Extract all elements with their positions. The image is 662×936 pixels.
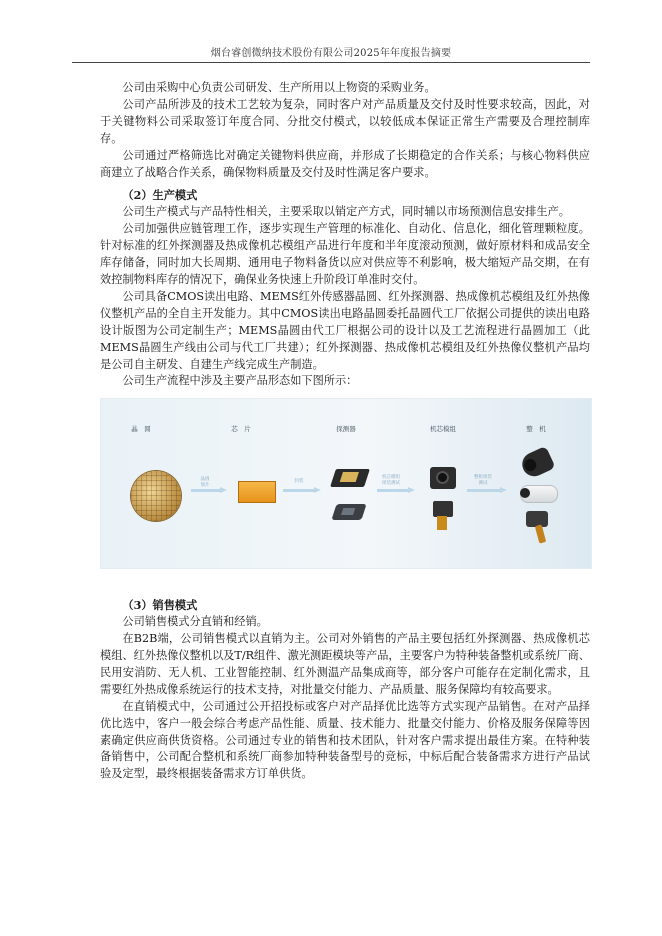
thermal-gun-image xyxy=(526,511,548,527)
handheld-camera-image xyxy=(518,446,555,480)
detector-image xyxy=(330,469,370,487)
paragraph: 公司加强供应链管理工作，逐步实现生产管理的标准化、自动化、信息化，细化管理颗粒度。针对标准的红外探测器及热成像机芯模组产品进行年度和半年度滚动预测，做好原材料和成品安全库存储备，同时加大长周期、通用电子物料备货以应对供应等不利影响，极大缩短产品交期，在有效控制物料库存的情况下，确保业务快速上升阶段订单准时交付。 xyxy=(100,222,590,286)
paragraph: 公司生产模式与产品特性相关，主要采取以销定产方式，同时辅以市场预测信息安排生产。 xyxy=(122,205,570,219)
page-content xyxy=(100,80,590,783)
core-module-image xyxy=(430,467,456,489)
stage-label-wafer: 晶 圆 xyxy=(131,425,151,434)
chip-image xyxy=(238,481,276,503)
arrow-label: 封装 xyxy=(294,479,304,485)
stage-label-core-module: 机芯模组 xyxy=(430,425,456,434)
section-heading-sales: （3）销售模式 xyxy=(122,598,198,613)
stage-label-detector: 探测器 xyxy=(336,425,356,434)
paragraph: 在B2B端，公司销售模式以直销为主。公司对外销售的产品主要包括红外探测器、热成像机芯模组、红外热像仪整机以及T/R组件、激光测距模块等产品，主要客户为特种装备整机或系统厂商、民用安消防、无人机、工业智能控制、红外测温产品集成商等，部分客户可能存在定制化需求，且需要红外热成像系统运行的技术支持，对批量交付能力、产品质量、服务保障均有较高要求。 xyxy=(100,632,590,696)
stage-label-chip: 芯 片 xyxy=(231,425,251,434)
detector-image xyxy=(331,504,366,520)
paragraph: 在直销模式中，公司通过公开招投标或客户对产品择优比选等方式实现产品销售。在对产品择优比选中，客户一般会综合考虑产品性能、质量、技术能力、批量交付能力、价格及服务保障等因素确定供应商供货资格。公司通过专业的销售和技术团队，针对客户需求提出最佳方案。在特种装备销售中，公司配合整机和系统厂商参加特种装备型号的竞标，中标后配合装备需求方进行产品试验及定型，最终根据装备需求方订单供货。 xyxy=(100,699,590,781)
flow-arrow xyxy=(467,487,507,494)
page-header: 烟台睿创微纳技术股份有限公司2025年年度报告摘要 xyxy=(210,48,452,59)
paragraph: 公司销售模式分直销和经销。 xyxy=(122,615,268,629)
flow-arrow xyxy=(377,487,415,494)
paragraph: 公司通过严格筛选比对确定关键物料供应商，并形成了长期稳定的合作关系；与核心物料供应商建立了战略合作关系，确保物料质量及交付及时性满足客户要求。 xyxy=(100,148,590,179)
paragraph: 公司具备CMOS读出电路、MEMS红外传感器晶圆、红外探测器、热成像机芯模组及红外热像仪整机产品的全自主开发能力。其中CMOS读出电路晶圆委托晶圆代工厂依据公司提供的读出电路设计版图为公司定制生产；MEMS晶圆由代工厂根据公司的设计以及工艺流程进行晶圆加工（此MEMS晶圆生产线由公司与代工厂共建）；红外探测器、热成像机芯模组及红外热像仪整机产品均是公司自主研发、自建生产线完成生产制造。 xyxy=(100,289,590,371)
paragraph: 公司产品所涉及的技术工艺较为复杂，同时客户对产品质量及交付及时性要求较高，因此，对于关键物料公司采取签订年度合同、分批交付模式，以较低成本保证正常生产需要及合理控制库存。 xyxy=(100,97,590,145)
core-module-image xyxy=(433,501,453,517)
paragraph: 公司由采购中心负责公司研发、生产所用以上物资的采购业务。 xyxy=(122,81,436,94)
production-flow-figure xyxy=(100,398,592,569)
arrow-label: 晶圆 划片 xyxy=(200,477,210,489)
paragraph: 公司生产流程中涉及主要产品形态如下图所示： xyxy=(122,374,358,388)
header-divider xyxy=(72,62,590,63)
flow-arrow xyxy=(283,487,321,494)
arrow-label: 机芯模组 组装测试 xyxy=(382,475,400,487)
stage-label-complete-unit: 整 机 xyxy=(526,425,546,434)
arrow-label: 整机组装 测试 xyxy=(474,475,492,487)
bullet-camera-image xyxy=(520,485,558,503)
wafer-image xyxy=(131,471,181,521)
section-heading-production: （2）生产模式 xyxy=(122,188,198,203)
